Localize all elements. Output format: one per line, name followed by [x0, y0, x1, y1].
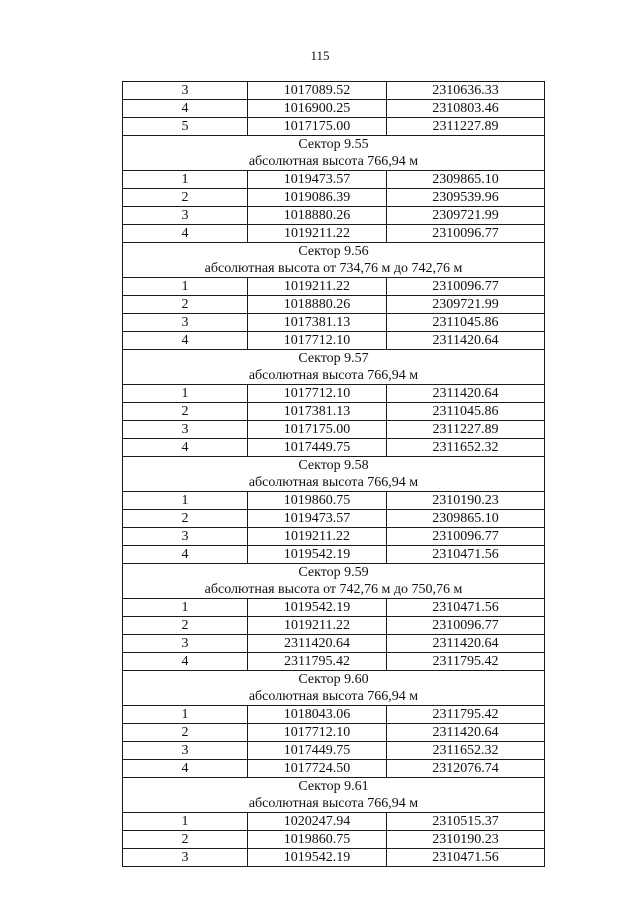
- table-row: [123, 439, 545, 457]
- x-coordinate-cell: 1018043.06: [248, 706, 387, 724]
- y-coordinate-cell: 2311420.64: [387, 635, 545, 653]
- y-coordinate-cell: 2311652.32: [387, 742, 545, 760]
- sector-title: Сектор 9.56: [123, 243, 545, 261]
- sector-height: абсолютная высота от 742,76 м до 750,76 м: [123, 581, 545, 599]
- x-coordinate-cell: 1019860.75: [248, 831, 387, 849]
- table-row: [123, 171, 545, 189]
- table-row: [123, 546, 545, 564]
- point-number-cell: 1: [123, 706, 248, 724]
- x-coordinate-cell: 1017381.13: [248, 314, 387, 332]
- y-coordinate-cell: 2311227.89: [387, 118, 545, 136]
- table-row: [123, 742, 545, 760]
- point-number-cell: 3: [123, 314, 248, 332]
- x-coordinate-cell: 1017089.52: [248, 82, 387, 100]
- x-coordinate-cell: 1019860.75: [248, 492, 387, 510]
- point-number-cell: 1: [123, 599, 248, 617]
- point-number-cell: 4: [123, 225, 248, 243]
- sector-title-row: [123, 136, 545, 154]
- x-coordinate-cell: 1017175.00: [248, 421, 387, 439]
- sector-title-row: [123, 671, 545, 689]
- point-number-cell: 3: [123, 421, 248, 439]
- y-coordinate-cell: 2311420.64: [387, 724, 545, 742]
- point-number-cell: 3: [123, 82, 248, 100]
- table-row: [123, 813, 545, 831]
- point-number-cell: 4: [123, 546, 248, 564]
- y-coordinate-cell: 2311227.89: [387, 421, 545, 439]
- x-coordinate-cell: 1019542.19: [248, 849, 387, 867]
- sector-height: абсолютная высота от 734,76 м до 742,76 м: [123, 260, 545, 278]
- y-coordinate-cell: 2310096.77: [387, 278, 545, 296]
- y-coordinate-cell: 2309865.10: [387, 510, 545, 528]
- x-coordinate-cell: 1017724.50: [248, 760, 387, 778]
- sector-height-row: [123, 795, 545, 813]
- table-row: [123, 421, 545, 439]
- sector-height: абсолютная высота 766,94 м: [123, 474, 545, 492]
- y-coordinate-cell: 2310471.56: [387, 599, 545, 617]
- point-number-cell: 2: [123, 724, 248, 742]
- x-coordinate-cell: 1019542.19: [248, 599, 387, 617]
- table-row: [123, 100, 545, 118]
- table-row: [123, 724, 545, 742]
- y-coordinate-cell: 2310190.23: [387, 831, 545, 849]
- point-number-cell: 2: [123, 831, 248, 849]
- x-coordinate-cell: 1019211.22: [248, 617, 387, 635]
- sector-title-row: [123, 350, 545, 368]
- sector-height-row: [123, 153, 545, 171]
- x-coordinate-cell: 1019086.39: [248, 189, 387, 207]
- coordinates-table: [122, 81, 545, 867]
- y-coordinate-cell: 2309721.99: [387, 207, 545, 225]
- sector-height-row: [123, 474, 545, 492]
- point-number-cell: 5: [123, 118, 248, 136]
- x-coordinate-cell: 2311420.64: [248, 635, 387, 653]
- table-row: [123, 599, 545, 617]
- point-number-cell: 1: [123, 492, 248, 510]
- point-number-cell: 4: [123, 100, 248, 118]
- table-row: [123, 635, 545, 653]
- table-row: [123, 760, 545, 778]
- y-coordinate-cell: 2310636.33: [387, 82, 545, 100]
- y-coordinate-cell: 2311420.64: [387, 332, 545, 350]
- y-coordinate-cell: 2311045.86: [387, 314, 545, 332]
- table-row: [123, 653, 545, 671]
- y-coordinate-cell: 2312076.74: [387, 760, 545, 778]
- y-coordinate-cell: 2310190.23: [387, 492, 545, 510]
- table-row: [123, 332, 545, 350]
- sector-height: абсолютная высота 766,94 м: [123, 795, 545, 813]
- y-coordinate-cell: 2310096.77: [387, 528, 545, 546]
- point-number-cell: 4: [123, 332, 248, 350]
- x-coordinate-cell: 1017449.75: [248, 439, 387, 457]
- sector-height-row: [123, 367, 545, 385]
- table-row: [123, 706, 545, 724]
- table-row: [123, 225, 545, 243]
- table-row: [123, 118, 545, 136]
- y-coordinate-cell: 2309721.99: [387, 296, 545, 314]
- sector-height-row: [123, 260, 545, 278]
- point-number-cell: 4: [123, 653, 248, 671]
- x-coordinate-cell: 1019211.22: [248, 528, 387, 546]
- x-coordinate-cell: 1019473.57: [248, 171, 387, 189]
- point-number-cell: 1: [123, 385, 248, 403]
- x-coordinate-cell: 1017175.00: [248, 118, 387, 136]
- table-row: [123, 617, 545, 635]
- point-number-cell: 3: [123, 635, 248, 653]
- table-row: [123, 82, 545, 100]
- y-coordinate-cell: 2311420.64: [387, 385, 545, 403]
- x-coordinate-cell: 1017712.10: [248, 385, 387, 403]
- table-row: [123, 849, 545, 867]
- y-coordinate-cell: 2310471.56: [387, 546, 545, 564]
- point-number-cell: 1: [123, 278, 248, 296]
- y-coordinate-cell: 2310096.77: [387, 617, 545, 635]
- sector-title-row: [123, 778, 545, 796]
- y-coordinate-cell: 2311795.42: [387, 706, 545, 724]
- x-coordinate-cell: 1016900.25: [248, 100, 387, 118]
- x-coordinate-cell: 1017712.10: [248, 724, 387, 742]
- sector-height-row: [123, 688, 545, 706]
- table-row: [123, 385, 545, 403]
- x-coordinate-cell: 1017712.10: [248, 332, 387, 350]
- point-number-cell: 2: [123, 189, 248, 207]
- table-row: [123, 492, 545, 510]
- point-number-cell: 2: [123, 296, 248, 314]
- table-row: [123, 528, 545, 546]
- x-coordinate-cell: 1020247.94: [248, 813, 387, 831]
- x-coordinate-cell: 1017449.75: [248, 742, 387, 760]
- y-coordinate-cell: 2309865.10: [387, 171, 545, 189]
- point-number-cell: 4: [123, 439, 248, 457]
- x-coordinate-cell: 1019211.22: [248, 225, 387, 243]
- sector-title-row: [123, 564, 545, 582]
- table-row: [123, 296, 545, 314]
- x-coordinate-cell: 1019473.57: [248, 510, 387, 528]
- point-number-cell: 2: [123, 617, 248, 635]
- point-number-cell: 4: [123, 760, 248, 778]
- point-number-cell: 3: [123, 207, 248, 225]
- table-row: [123, 510, 545, 528]
- sector-height: абсолютная высота 766,94 м: [123, 367, 545, 385]
- table-row: [123, 278, 545, 296]
- point-number-cell: 1: [123, 813, 248, 831]
- sector-height-row: [123, 581, 545, 599]
- point-number-cell: 3: [123, 849, 248, 867]
- table-row: [123, 189, 545, 207]
- y-coordinate-cell: 2309539.96: [387, 189, 545, 207]
- x-coordinate-cell: 1017381.13: [248, 403, 387, 421]
- point-number-cell: 2: [123, 403, 248, 421]
- x-coordinate-cell: 1019211.22: [248, 278, 387, 296]
- sector-title-row: [123, 457, 545, 475]
- point-number-cell: 2: [123, 510, 248, 528]
- y-coordinate-cell: 2310096.77: [387, 225, 545, 243]
- sector-title: Сектор 9.59: [123, 564, 545, 582]
- sector-title-row: [123, 243, 545, 261]
- y-coordinate-cell: 2311652.32: [387, 439, 545, 457]
- table-row: [123, 831, 545, 849]
- sector-height: абсолютная высота 766,94 м: [123, 153, 545, 171]
- point-number-cell: 3: [123, 742, 248, 760]
- point-number-cell: 1: [123, 171, 248, 189]
- sector-title: Сектор 9.58: [123, 457, 545, 475]
- x-coordinate-cell: 1019542.19: [248, 546, 387, 564]
- table-row: [123, 314, 545, 332]
- y-coordinate-cell: 2310803.46: [387, 100, 545, 118]
- sector-height: абсолютная высота 766,94 м: [123, 688, 545, 706]
- table-row: [123, 403, 545, 421]
- sector-title: Сектор 9.57: [123, 350, 545, 368]
- point-number-cell: 3: [123, 528, 248, 546]
- page-number: 115: [310, 48, 330, 63]
- table-row: [123, 207, 545, 225]
- y-coordinate-cell: 2310515.37: [387, 813, 545, 831]
- x-coordinate-cell: 2311795.42: [248, 653, 387, 671]
- x-coordinate-cell: 1018880.26: [248, 296, 387, 314]
- sector-title: Сектор 9.61: [123, 778, 545, 796]
- x-coordinate-cell: 1018880.26: [248, 207, 387, 225]
- sector-title: Сектор 9.60: [123, 671, 545, 689]
- y-coordinate-cell: 2311045.86: [387, 403, 545, 421]
- y-coordinate-cell: 2311795.42: [387, 653, 545, 671]
- sector-title: Сектор 9.55: [123, 136, 545, 154]
- y-coordinate-cell: 2310471.56: [387, 849, 545, 867]
